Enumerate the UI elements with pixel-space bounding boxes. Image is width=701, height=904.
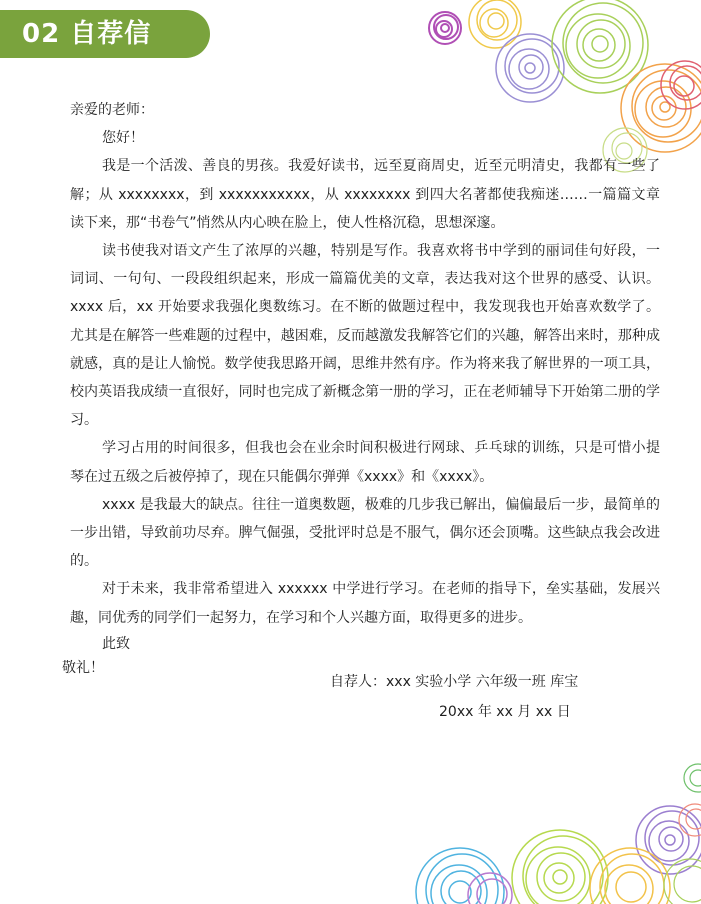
paragraph: 对于未来，我非常希望进入 xxxxxx 中学进行学习。在老师的指导下，垒实基础，发展兴趣，同优秀的同学们一起努力，在学习和个人兴趣方面，取得更多的进步。 xyxy=(70,581,660,626)
section-title-banner xyxy=(0,10,210,58)
letter-body xyxy=(62,96,660,680)
closing-line-1: 此致 xyxy=(102,635,130,652)
greeting: 您好！ xyxy=(102,130,144,147)
closing-line-2: 敬礼！ xyxy=(62,659,104,676)
paragraph: 我是一个活泼、善良的男孩。我爱好读书，远至夏商周史，近至元明清史，我都有一些了解；从 xxxxxxxx，到 xxxxxxxxxxx，从 xxxxxxxx 到四大名著都使我痴迷……一篇篇文章读下来，那“书卷气”悄然从内心映在脸上，使人性格沉稳，思想深邃。 xyxy=(70,158,660,231)
date: 20xx 年 xx 月 xx 日 xyxy=(439,704,571,720)
salutation: 亲爱的老师： xyxy=(70,102,154,118)
paragraph: 读书使我对语文产生了浓厚的兴趣，特别是写作。我喜欢将书中学到的丽词佳句好段，一词词、一句句、一段段组织起来，形成一篇篇优美的文章，表达我对这个世界的感受、认识。xxxx 后，xx 开始要求我强化奥数练习。在不断的做题过程中，我发现我也开始喜欢数学了。尤其是在解答一些难题的过程中，越困难，反而越激发我解答它们的兴趣，解答出来时，那种成就感，真的是让人愉悦。数学使我思路开阔，思维井然有序。作为将来我了解世界的一项工具，校内英语我成绩一直很好，同时也完成了新概念第一册的学习，正在老师辅导下开始第二册的学习。 xyxy=(70,243,660,429)
section-title: 02 自荐信 xyxy=(22,19,152,49)
signer: 自荐人：xxx 实验小学 六年级一班 库宝 xyxy=(330,674,579,690)
paragraph: 学习占用的时间很多，但我也会在业余时间积极进行网球、乒乓球的训练，只是可惜小提琴在过五级之后被停掉了，现在只能偶尔弹弹《xxxx》和《xxxx》。 xyxy=(70,440,660,485)
paragraph: xxxx 是我最大的缺点。往往一道奥数题，极难的几步我已解出，偏偏最后一步，最简单的一步出错，导致前功尽弃。脾气倔强，受批评时总是不服气，偶尔还会顶嘴。这些缺点我会改进的。 xyxy=(70,496,660,570)
bottom-scribble-circles-decoration xyxy=(390,760,701,904)
